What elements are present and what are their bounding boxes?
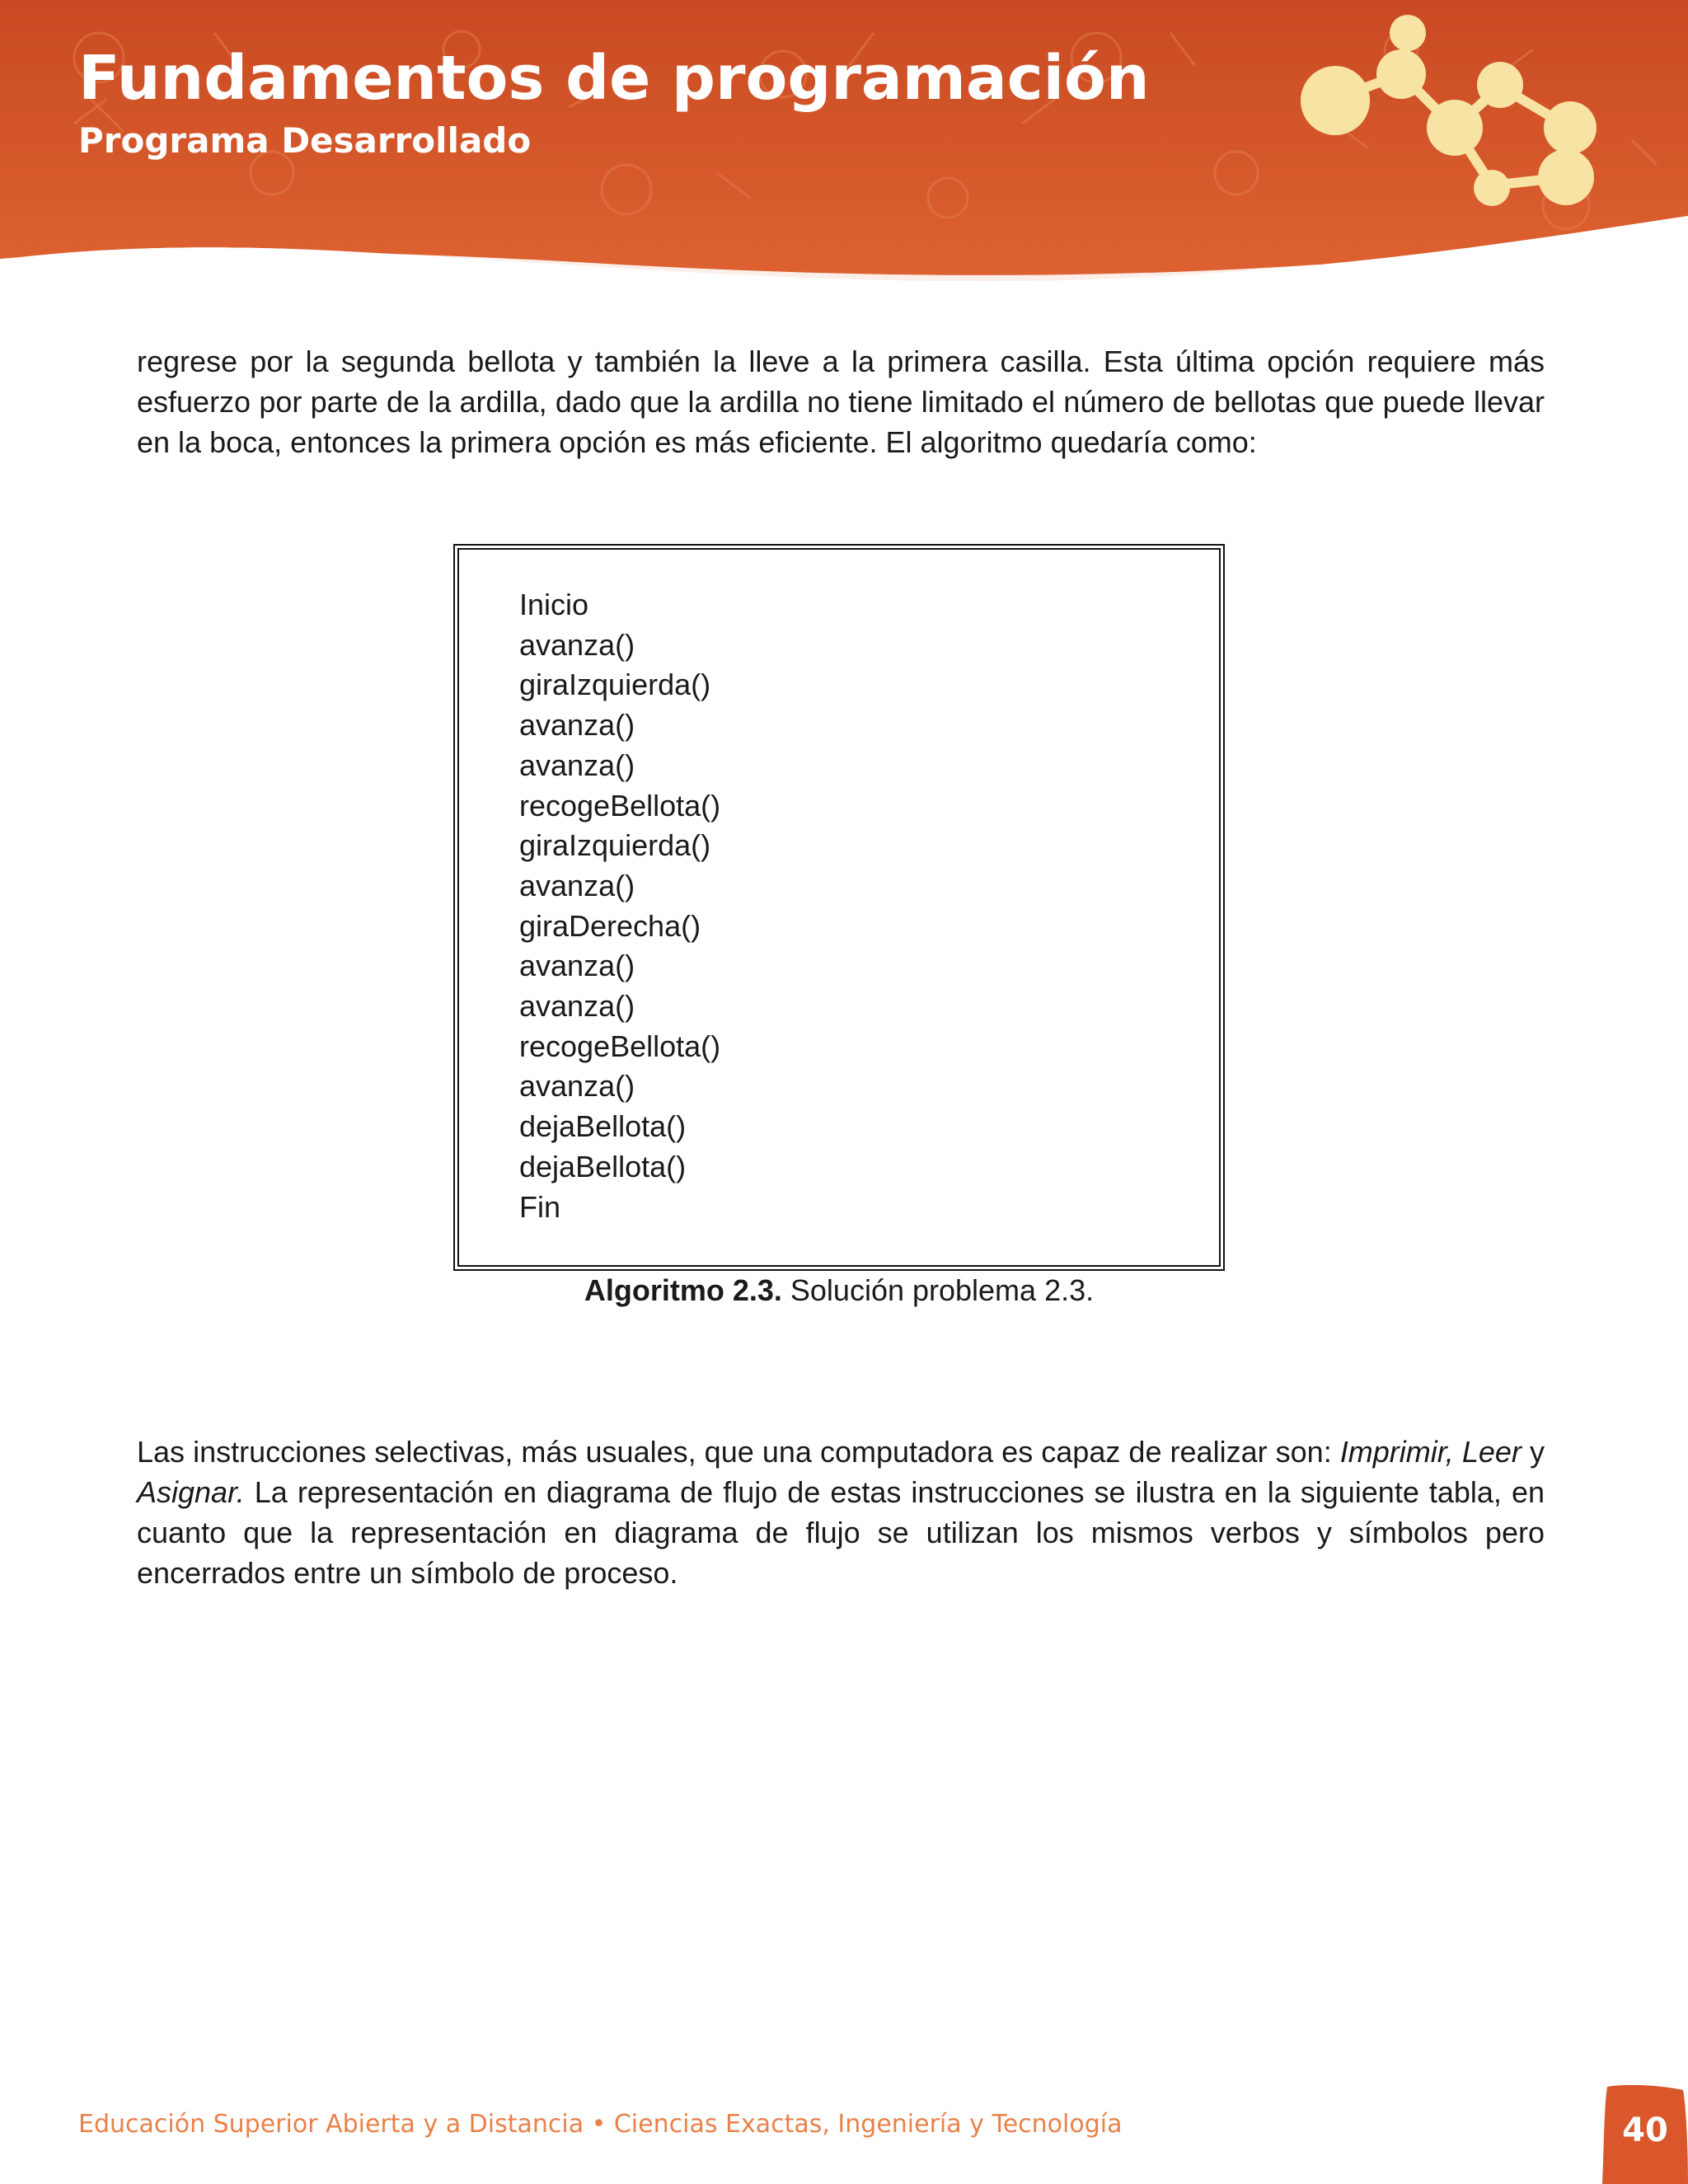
algorithm-line: avanza() [519, 708, 635, 743]
algorithm-line: dejaBellota() [519, 1109, 687, 1144]
term-asignar: Asignar. [137, 1475, 245, 1509]
algorithm-line: avanza() [519, 868, 635, 902]
term-imprimir-leer: Imprimir, Leer [1339, 1435, 1522, 1469]
algorithm-line: giraIzquierda() [519, 828, 711, 863]
paragraph-text: y [1521, 1435, 1545, 1469]
paragraph-intro: regrese por la segunda bellota y también la lleve a la primera casilla. Esta última opción requiere más esfuerzo por parte de la ardilla, dado que la ardilla no tiene limitado el número de bellotas que puede llevar en la boca, entonces la primera opción es más eficiente. El algoritmo quedaría como: [137, 344, 1545, 459]
algorithm-caption-text: Solución problema 2.3. [781, 1273, 1095, 1307]
algorithm-box [453, 544, 1225, 1271]
paragraph-text: Las instrucciones selectivas, más usuales, que una computadora es capaz de realizar son: [137, 1435, 1340, 1469]
algorithm-line: recogeBellota() [519, 788, 721, 823]
algorithm-line: Inicio [519, 588, 589, 621]
algorithm-line: avanza() [519, 748, 635, 782]
algorithm-line: avanza() [519, 627, 635, 662]
paragraph-text: La representación en diagrama de flujo de estas instrucciones se ilustra en la siguiente tabla, en cuanto que la representación en diagrama de flujo se utilizan los mismos verbos y símbolos pero encerrados entre un símbolo de proceso. [137, 1475, 1545, 1590]
algorithm-lines [519, 585, 720, 1227]
page-number: 40 [1622, 2111, 1668, 2149]
algorithm-line: avanza() [519, 1069, 635, 1104]
algorithm-line: giraDerecha() [519, 908, 701, 943]
algorithm-line: dejaBellota() [519, 1149, 687, 1183]
algorithm-line: giraIzquierda() [519, 668, 711, 702]
algorithm-caption-label: Algoritmo 2.3. [584, 1273, 782, 1307]
page-subtitle: Programa Desarrollado [78, 120, 532, 161]
paragraph-instructions [137, 1432, 1545, 1593]
footer-text: Educación Superior Abierta y a Distancia • Ciencias Exactas, Ingeniería y Tecnología [78, 2110, 1123, 2139]
header-banner [0, 0, 1688, 297]
algorithm-line: Fin [519, 1189, 561, 1224]
algorithm-caption [453, 1272, 1225, 1309]
algorithm-line: recogeBellota() [519, 1029, 721, 1063]
algorithm-line: avanza() [519, 989, 635, 1024]
algorithm-line: avanza() [519, 949, 635, 983]
page-title: Fundamentos de programación [78, 43, 1150, 114]
